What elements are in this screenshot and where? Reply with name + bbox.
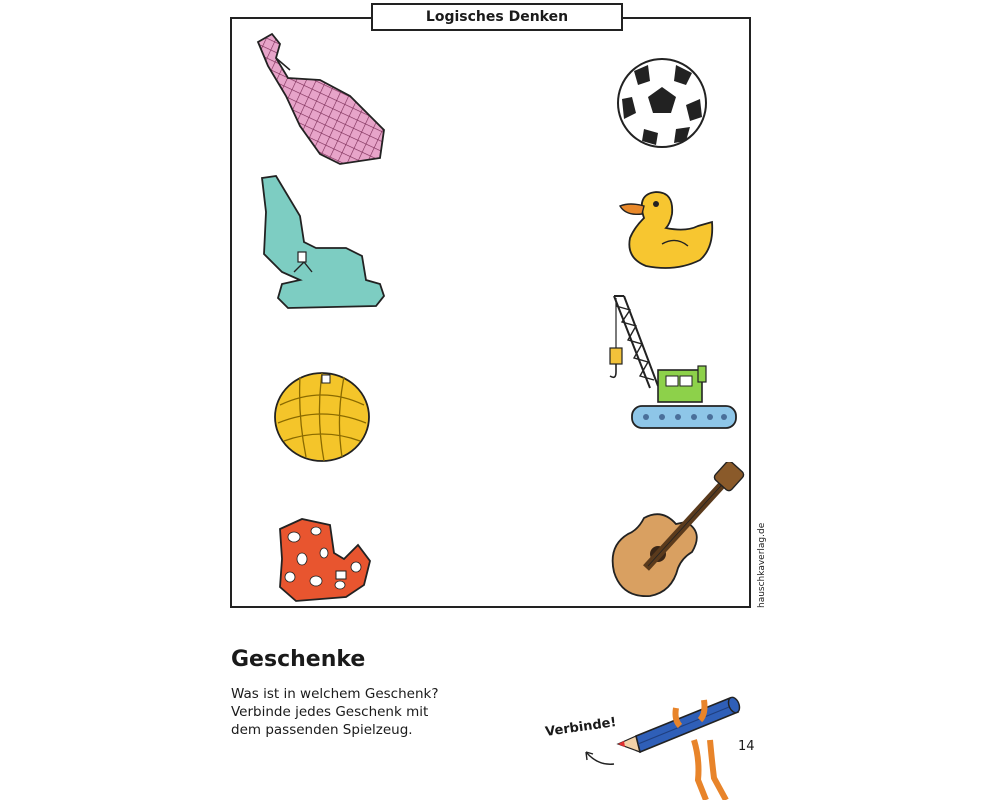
guitar-icon[interactable] bbox=[606, 462, 746, 602]
page-number: 14 bbox=[738, 739, 755, 754]
gift-red-polka[interactable] bbox=[272, 515, 376, 605]
publisher-url: hauschkaverlag.de bbox=[757, 522, 767, 608]
action-label: Verbinde! bbox=[544, 715, 618, 740]
header-title: Logisches Denken bbox=[425, 9, 569, 25]
exercise-title: Geschenke bbox=[231, 647, 366, 672]
gift-yellow-ball[interactable] bbox=[270, 365, 374, 465]
arrow-icon bbox=[578, 742, 618, 770]
gift-teal-wrapped[interactable] bbox=[254, 172, 390, 312]
instruction-line: dem passenden Spielzeug. bbox=[231, 722, 413, 738]
instruction-line: Verbinde jedes Geschenk mit bbox=[231, 704, 429, 720]
exercise-instructions bbox=[231, 685, 439, 739]
pencil-mascot-icon bbox=[614, 690, 744, 800]
rubber-duck-icon[interactable] bbox=[616, 188, 716, 272]
gift-pink-checkered[interactable] bbox=[250, 30, 390, 170]
football-icon[interactable] bbox=[614, 55, 710, 151]
instruction-line: Was ist in welchem Geschenk? bbox=[231, 686, 439, 702]
page-header bbox=[371, 3, 623, 31]
crane-icon[interactable] bbox=[600, 292, 740, 434]
